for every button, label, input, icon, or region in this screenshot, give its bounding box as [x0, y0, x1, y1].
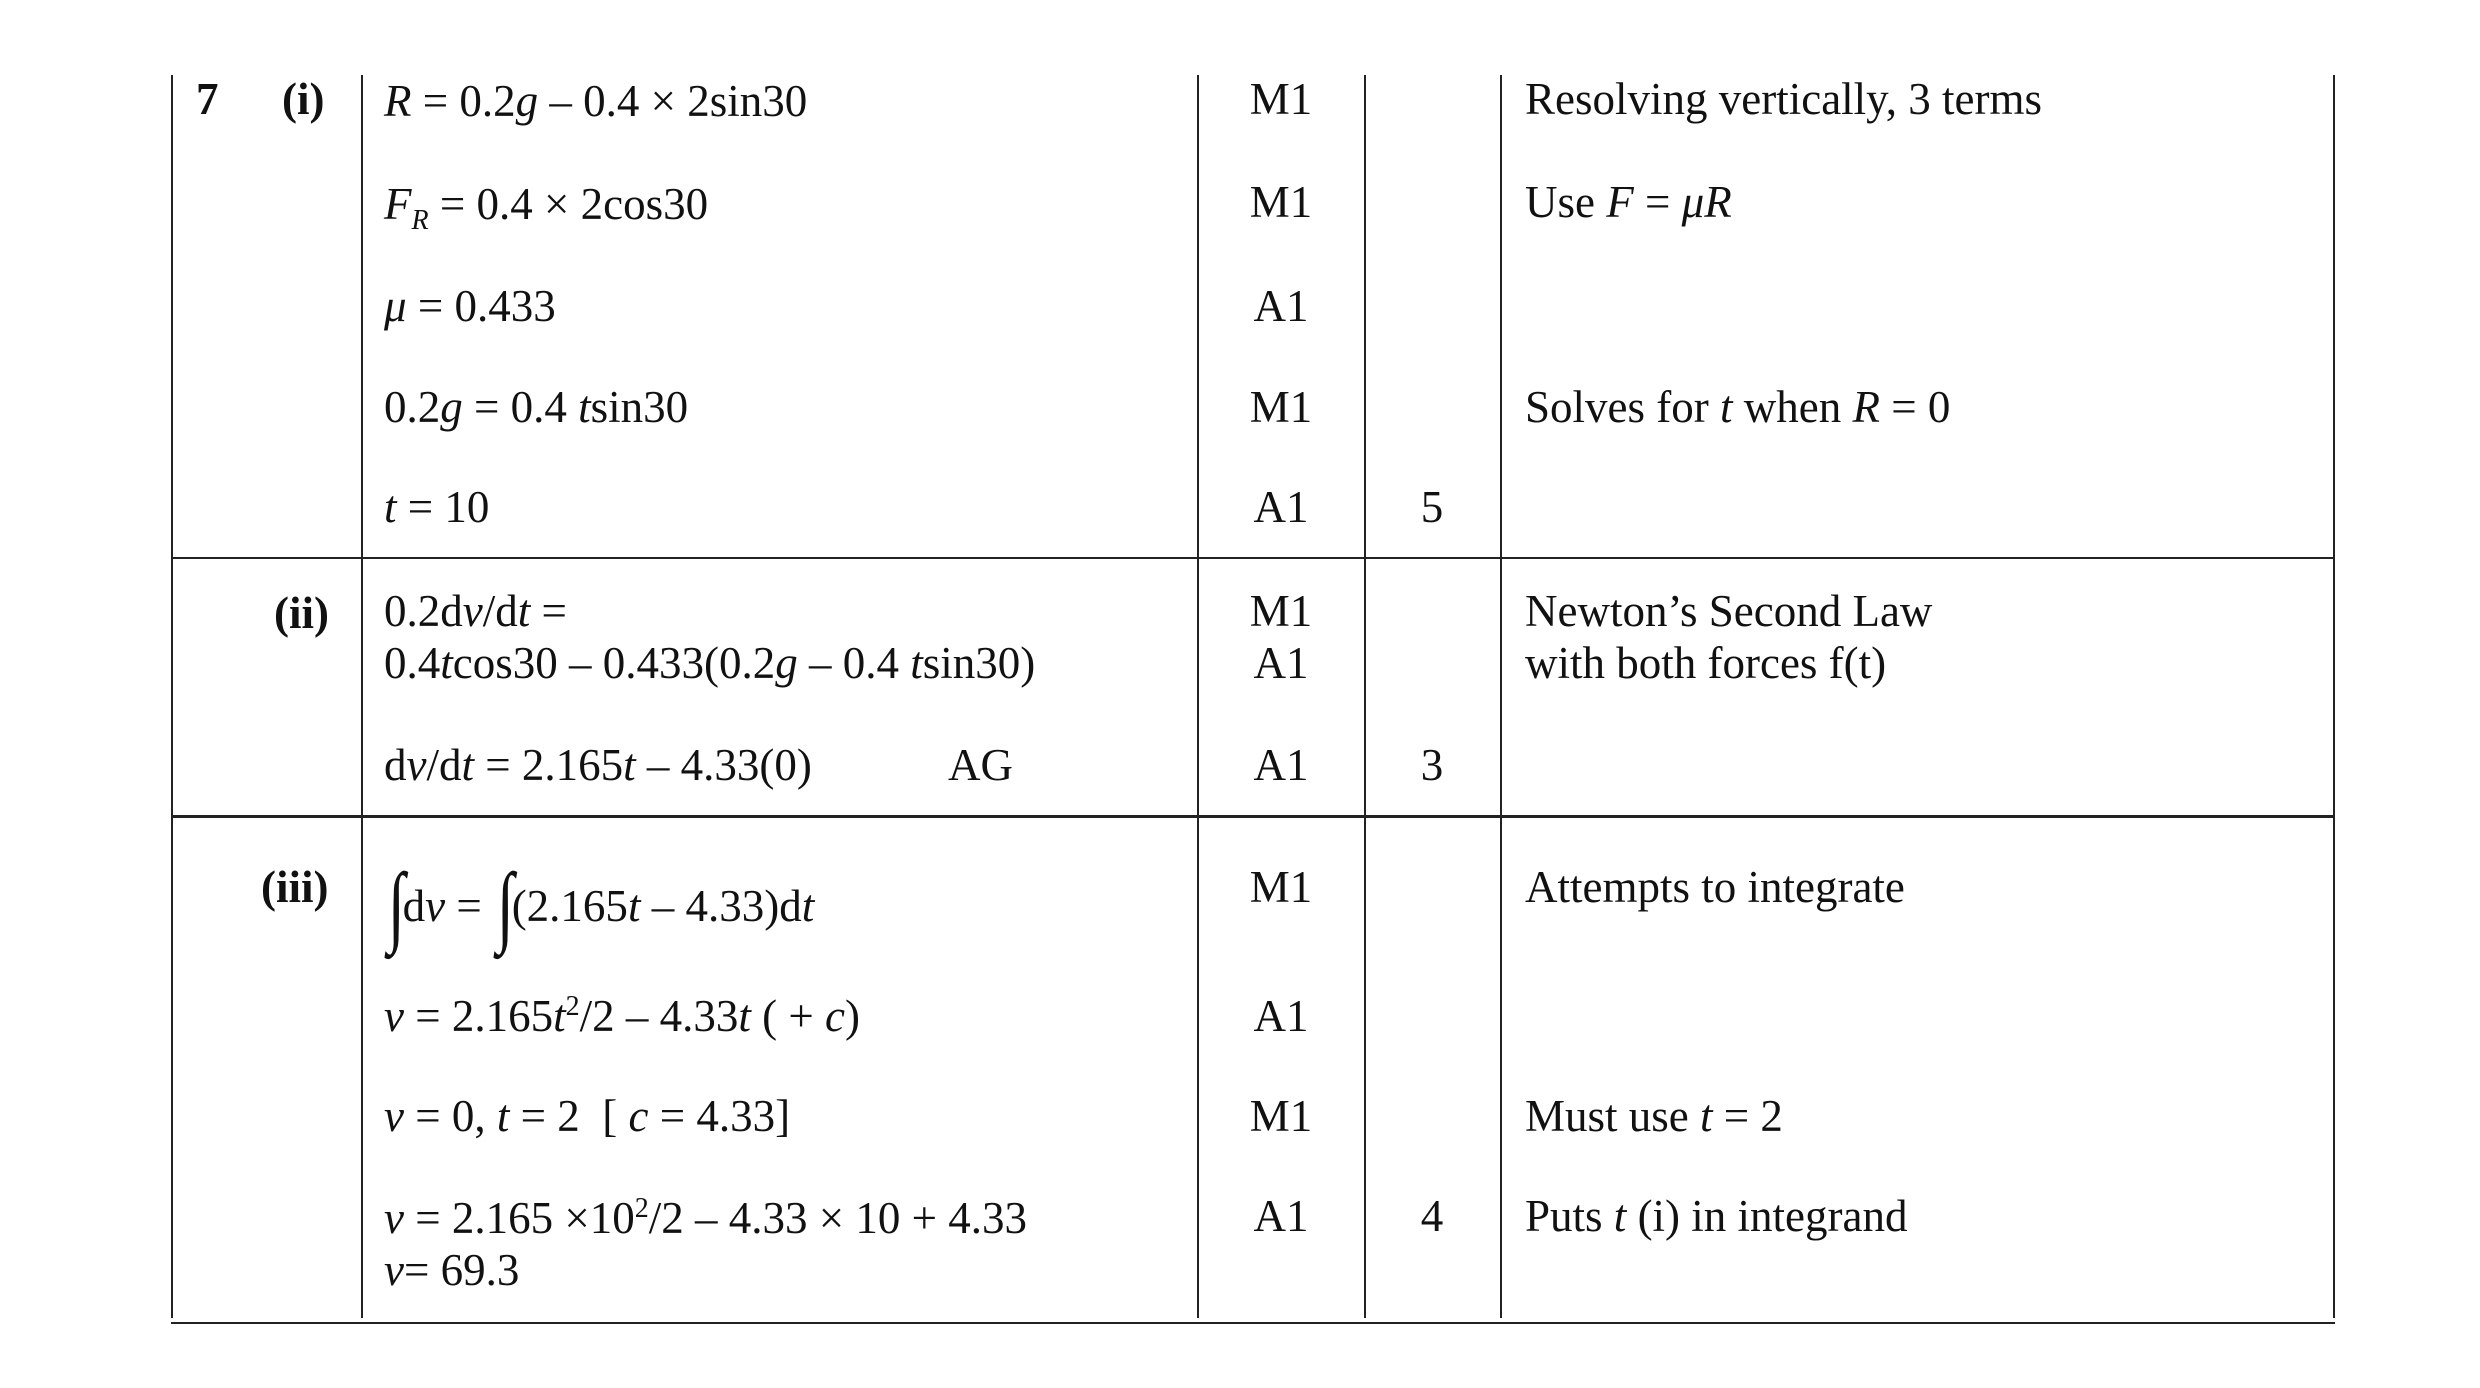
mark-code: A1	[1253, 991, 1309, 1041]
mark-code: A1	[1253, 740, 1309, 790]
column-divider	[1197, 75, 1199, 1318]
working-step: μ = 0.433	[384, 281, 556, 331]
mark-code: M1	[1249, 862, 1313, 912]
working-step: R = 0.2g – 0.4 × 2sin30	[384, 76, 808, 126]
table-border-left	[171, 75, 173, 1318]
guidance-note: Must use t = 2	[1525, 1091, 1783, 1141]
part-total: 3	[1420, 740, 1444, 790]
part-total: 5	[1420, 482, 1444, 532]
mark-code: M1	[1249, 74, 1313, 124]
answer-given-tag: AG	[948, 740, 1013, 790]
column-divider	[361, 75, 363, 1318]
guidance-note: Solves for t when R = 0	[1525, 382, 1951, 432]
mark-code: A1	[1253, 281, 1309, 331]
mark-code: A1	[1253, 1191, 1309, 1241]
part-label: (i)	[282, 74, 325, 124]
working-step: dv/dt = 2.165t – 4.33(0)	[384, 740, 812, 790]
part-label: (ii)	[274, 588, 329, 638]
mark-code: M1	[1249, 1091, 1313, 1141]
row-divider	[171, 557, 2335, 559]
working-step: $F_R = 0.4 \times 2\cos 30$	[384, 179, 709, 236]
working-step: $v = 2.165t^2/2 - 4.33t$ ( + c)	[384, 991, 861, 1041]
working-step: $v = 2.165 \times 10^2/2 - 4.33 \times 10 + 4.33$ v= 69.3	[384, 1193, 1028, 1295]
part-label: (iii)	[261, 862, 329, 912]
mark-code: M1	[1249, 177, 1313, 227]
guidance-note: Puts t (i) in integrand	[1525, 1191, 1908, 1241]
part-total: 4	[1420, 1191, 1444, 1241]
mark-code: M1 A1	[1249, 586, 1313, 688]
working-step: 0.2dv/dt = 0.4tcos30 – 0.433(0.2g – 0.4 tsin30)	[384, 586, 1036, 688]
guidance-note: Resolving vertically, 3 terms	[1525, 74, 2042, 124]
guidance-note: Use F = μR	[1525, 177, 1732, 227]
working-step: v = 0, t = 2 [ c = 4.33]	[384, 1091, 791, 1141]
working-step: ∫dv = ∫(2.165t – 4.33)dt	[387, 856, 815, 955]
guidance-note: Newton’s Second Law with both forces f(t)	[1525, 586, 1933, 688]
row-divider	[171, 815, 2335, 818]
working-step: 0.2g = 0.4 tsin30	[384, 382, 689, 432]
table-border-right	[2333, 75, 2335, 1318]
table-border-bottom	[171, 1322, 2335, 1324]
question-number: 7	[196, 74, 219, 124]
mark-code: A1	[1253, 482, 1309, 532]
column-divider	[1364, 75, 1366, 1318]
mark-code: M1	[1249, 382, 1313, 432]
working-step: t = 10	[384, 482, 490, 532]
guidance-note: Attempts to integrate	[1525, 862, 1905, 912]
column-divider	[1500, 75, 1502, 1318]
